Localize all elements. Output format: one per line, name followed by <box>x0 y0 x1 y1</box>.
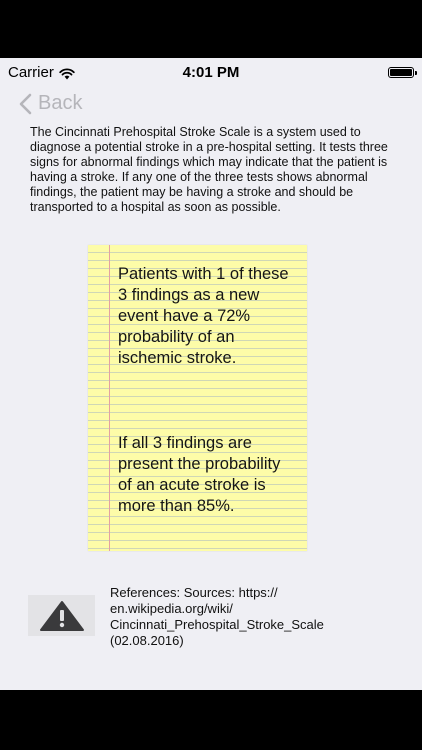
warning-icon <box>28 595 95 636</box>
status-time: 4:01 PM <box>182 64 240 81</box>
references-section <box>28 580 398 650</box>
status-bar <box>0 58 422 88</box>
back-button[interactable] <box>18 92 82 115</box>
back-label: Back <box>38 92 83 114</box>
battery-fill <box>390 69 412 76</box>
notepad-paragraph-2: If all 3 findings are present the probability of an acute stroke is more than 85%. <box>118 434 281 515</box>
chevron-left-icon <box>18 93 32 115</box>
intro-description: The Cincinnati Prehospital Stroke Scale is a system used to diagnose a potential stroke in a pre-hospital setting. It tests three signs for abnormal findings which may indicate that the patient is having a stroke. If any one of the three tests shows abnormal findings, the patient may be having a stroke and should be transported to a hospital as soon as possible. <box>30 125 388 214</box>
navigation-bar <box>0 88 422 122</box>
notepad-paragraph-1: Patients with 1 of these 3 findings as a new event have a 72% probability of an ischemic stroke. <box>118 265 289 367</box>
notepad-card <box>88 245 307 551</box>
battery-icon <box>388 67 414 78</box>
references-text: References: Sources: https:// en.wikipedia.org/wiki/ Cincinnati_Prehospital_Stroke_Scale (02.08.2016) <box>110 585 324 648</box>
carrier-label: Carrier <box>8 64 54 81</box>
notepad-margin-line <box>109 245 110 551</box>
app-screen <box>0 58 422 690</box>
